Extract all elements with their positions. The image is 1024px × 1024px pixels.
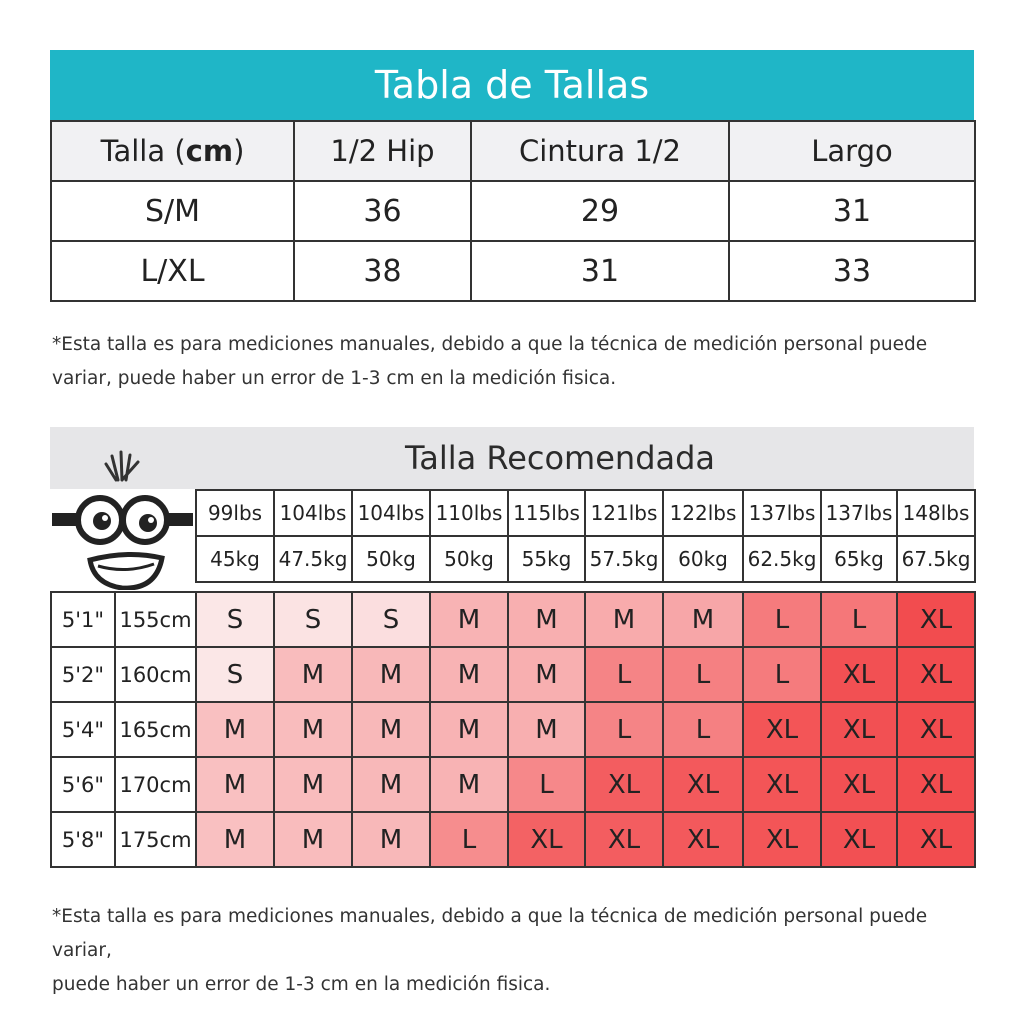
size-cell: XL <box>743 702 821 757</box>
weight-lbs: 99lbs <box>196 490 274 536</box>
size-cell: M <box>274 647 352 702</box>
height-ft: 5'4" <box>51 702 115 757</box>
size-cell: XL <box>585 757 663 812</box>
size-cell: XL <box>897 592 975 647</box>
size-cell: XL <box>821 757 897 812</box>
height-row <box>51 647 975 702</box>
size-cell: XL <box>821 647 897 702</box>
height-ft: 5'2" <box>51 647 115 702</box>
weight-kg: 50kg <box>430 536 508 582</box>
size-cell: L <box>663 702 743 757</box>
weight-lbs: 137lbs <box>743 490 821 536</box>
weight-lbs: 121lbs <box>585 490 663 536</box>
size-cell: S <box>274 592 352 647</box>
table-row <box>51 181 975 241</box>
size-cell: L <box>663 647 743 702</box>
size-cell: XL <box>663 757 743 812</box>
hip-cell: 38 <box>294 241 471 301</box>
weight-kg: 67.5kg <box>897 536 975 582</box>
note-line: puede haber un error de 1-3 cm en la medición fisica. <box>52 974 551 995</box>
weight-lbs: 115lbs <box>508 490 585 536</box>
size-cell: M <box>274 702 352 757</box>
weight-kg: 57.5kg <box>585 536 663 582</box>
size-chart-header-row <box>51 121 975 181</box>
size-cell: M <box>196 702 274 757</box>
minion-face-icon <box>50 450 195 590</box>
size-cell: XL <box>897 757 975 812</box>
length-cell: 33 <box>729 241 975 301</box>
weight-kg: 65kg <box>821 536 897 582</box>
weight-kg: 50kg <box>352 536 430 582</box>
size-cell: XL <box>897 702 975 757</box>
header-size-close: ) <box>233 134 245 168</box>
weight-kg: 62.5kg <box>743 536 821 582</box>
size-cell: L/XL <box>51 241 294 301</box>
size-cell: M <box>508 702 585 757</box>
header-size-unit: cm <box>185 134 234 168</box>
weight-lbs: 137lbs <box>821 490 897 536</box>
size-cell: M <box>352 647 430 702</box>
size-cell: M <box>585 592 663 647</box>
size-cell: L <box>508 757 585 812</box>
size-cell: XL <box>821 702 897 757</box>
size-cell: S <box>196 647 274 702</box>
note-line: variar, puede haber un error de 1-3 cm en la medición fisica. <box>52 368 617 389</box>
size-cell: XL <box>585 812 663 867</box>
size-cell: XL <box>743 812 821 867</box>
size-cell: XL <box>508 812 585 867</box>
size-cell: M <box>196 757 274 812</box>
size-cell: M <box>663 592 743 647</box>
length-cell: 31 <box>729 181 975 241</box>
size-cell: M <box>274 812 352 867</box>
weight-kg: 45kg <box>196 536 274 582</box>
height-cm: 160cm <box>115 647 196 702</box>
size-cell: L <box>743 592 821 647</box>
header-size <box>51 121 294 181</box>
size-cell: XL <box>743 757 821 812</box>
size-chart-note <box>52 328 972 396</box>
size-cell: XL <box>663 812 743 867</box>
recommended-note <box>52 900 972 1002</box>
weight-lbs: 148lbs <box>897 490 975 536</box>
size-cell: M <box>352 702 430 757</box>
height-ft: 5'8" <box>51 812 115 867</box>
size-cell: L <box>585 702 663 757</box>
header-hip: 1/2 Hip <box>294 121 471 181</box>
hip-cell: 36 <box>294 181 471 241</box>
height-cm: 175cm <box>115 812 196 867</box>
note-line: *Esta talla es para mediciones manuales, debido a que la técnica de medición personal puede <box>52 334 928 355</box>
size-chart-title: Tabla de Tallas <box>50 50 974 120</box>
height-cm: 170cm <box>115 757 196 812</box>
header-waist: Cintura 1/2 <box>471 121 729 181</box>
size-cell: M <box>508 592 585 647</box>
size-cell: XL <box>897 812 975 867</box>
table-row <box>51 241 975 301</box>
size-chart-table <box>50 120 976 302</box>
note-line: *Esta talla es para mediciones manuales, debido a que la técnica de medición personal puede variar, <box>52 906 928 961</box>
size-cell: L <box>821 592 897 647</box>
weight-lbs: 110lbs <box>430 490 508 536</box>
weight-lbs: 104lbs <box>352 490 430 536</box>
height-row <box>51 592 975 647</box>
weight-kg: 60kg <box>663 536 743 582</box>
size-cell: M <box>352 812 430 867</box>
weight-kg: 55kg <box>508 536 585 582</box>
weight-kg: 47.5kg <box>274 536 352 582</box>
size-cell: M <box>430 647 508 702</box>
size-cell: L <box>585 647 663 702</box>
size-cell: M <box>430 757 508 812</box>
size-cell: XL <box>897 647 975 702</box>
size-cell: L <box>430 812 508 867</box>
waist-cell: 29 <box>471 181 729 241</box>
size-cell: L <box>743 647 821 702</box>
size-cell: XL <box>821 812 897 867</box>
size-cell: S <box>196 592 274 647</box>
size-cell: M <box>430 592 508 647</box>
size-cell: M <box>430 702 508 757</box>
header-size-label: Talla ( <box>100 134 186 168</box>
size-cell: M <box>274 757 352 812</box>
height-cm: 155cm <box>115 592 196 647</box>
height-row <box>51 757 975 812</box>
weight-lbs: 122lbs <box>663 490 743 536</box>
height-ft: 5'6" <box>51 757 115 812</box>
header-length: Largo <box>729 121 975 181</box>
size-cell: M <box>352 757 430 812</box>
size-cell: S <box>352 592 430 647</box>
size-cell: M <box>508 647 585 702</box>
height-row <box>51 812 975 867</box>
height-ft: 5'1" <box>51 592 115 647</box>
recommended-title: Talla Recomendada <box>404 439 716 477</box>
height-cm: 165cm <box>115 702 196 757</box>
height-row <box>51 702 975 757</box>
weight-lbs: 104lbs <box>274 490 352 536</box>
size-cell: S/M <box>51 181 294 241</box>
waist-cell: 31 <box>471 241 729 301</box>
size-cell: M <box>196 812 274 867</box>
